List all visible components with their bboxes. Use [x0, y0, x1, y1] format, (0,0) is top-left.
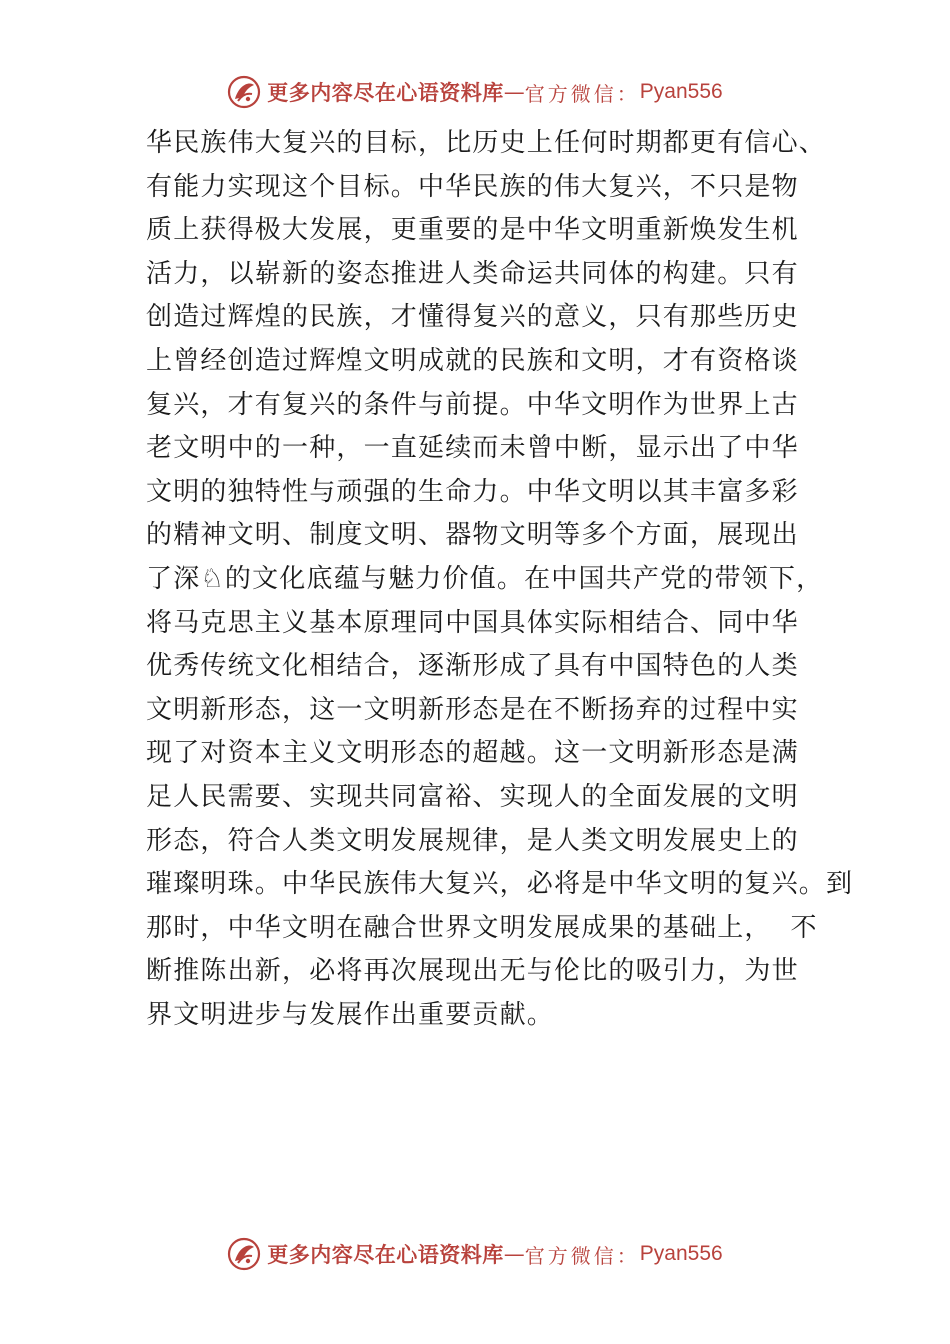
banner-dash: — — [503, 1242, 525, 1266]
wechat-id: Pyan556 — [639, 1242, 723, 1265]
seal-logo-icon — [227, 1237, 261, 1271]
wechat-label: 官方微信： — [524, 81, 640, 106]
banner-dash: — — [503, 80, 525, 104]
text-line: 有能力实现这个目标。中华民族的伟大复兴，不只是物 — [146, 171, 799, 202]
text-line: 将马克思主义基本原理同中国具体实际相结合、同中华 — [146, 607, 799, 638]
text-line: 优秀传统文化相结合，逐渐形成了具有中国特色的人类 — [146, 651, 799, 682]
text-line: 了深♘的文化底蕴与魅力价值。在中国共产党的带领下， — [146, 563, 824, 594]
text-line: 华民族伟大复兴的目标，比历史上任何时期都更有信心、 — [146, 128, 827, 158]
text-line: 形态，符合人类文明发展规律，是人类文明发展史上的 — [146, 825, 799, 856]
text-line: 创造过辉煌的民族，才懂得复兴的意义，只有那些历史 — [146, 302, 799, 333]
banner-text: 更多内容尽在心语资料库 — [267, 80, 504, 105]
seal-logo-icon — [227, 75, 261, 109]
text-line: 文明新形态，这一文明新形态是在不断扬弃的过程中实 — [146, 694, 799, 725]
text-line: 的精神文明、制度文明、器物文明等多个方面，展现出 — [146, 520, 799, 551]
text-line: 足人民需要、实现共同富裕、实现人的全面发展的文明 — [146, 781, 799, 812]
text-line: 璀璨明珠。中华民族伟大复兴，必将是中华文明的复兴。到 — [146, 869, 854, 900]
wechat-id: Pyan556 — [639, 80, 723, 103]
text-line: 断推陈出新，必将再次展现出无与伦比的吸引力，为世 — [146, 956, 799, 987]
text-line: 质上获得极大发展，更重要的是中华文明重新焕发生机 — [146, 215, 799, 246]
document-body — [146, 122, 854, 1037]
header-banner — [0, 72, 950, 112]
banner-text: 更多内容尽在心语资料库 — [267, 1242, 504, 1267]
wechat-label: 官方微信： — [524, 1243, 640, 1268]
text-line: 活力，以崭新的姿态推进人类命运共同体的构建。只有 — [146, 258, 799, 289]
text-line: 现了对资本主义文明形态的超越。这一文明新形态是满 — [146, 738, 799, 769]
text-line: 上曾经创造过辉煌文明成就的民族和文明，才有资格谈 — [146, 345, 799, 376]
text-line: 老文明中的一种，一直延续而未曾中断，显示出了中华 — [146, 433, 799, 464]
footer-banner — [0, 1234, 950, 1274]
text-line: 文明的独特性与顽强的生命力。中华文明以其丰富多彩 — [146, 476, 799, 507]
text-line: 复兴，才有复兴的条件与前提。中华文明作为世界上古 — [146, 389, 799, 420]
text-line: 界文明进步与发展作出重要贡献。 — [146, 999, 555, 1030]
text-line: 那时，中华文明在融合世界文明发展成果的基础上， 不 — [146, 912, 818, 943]
